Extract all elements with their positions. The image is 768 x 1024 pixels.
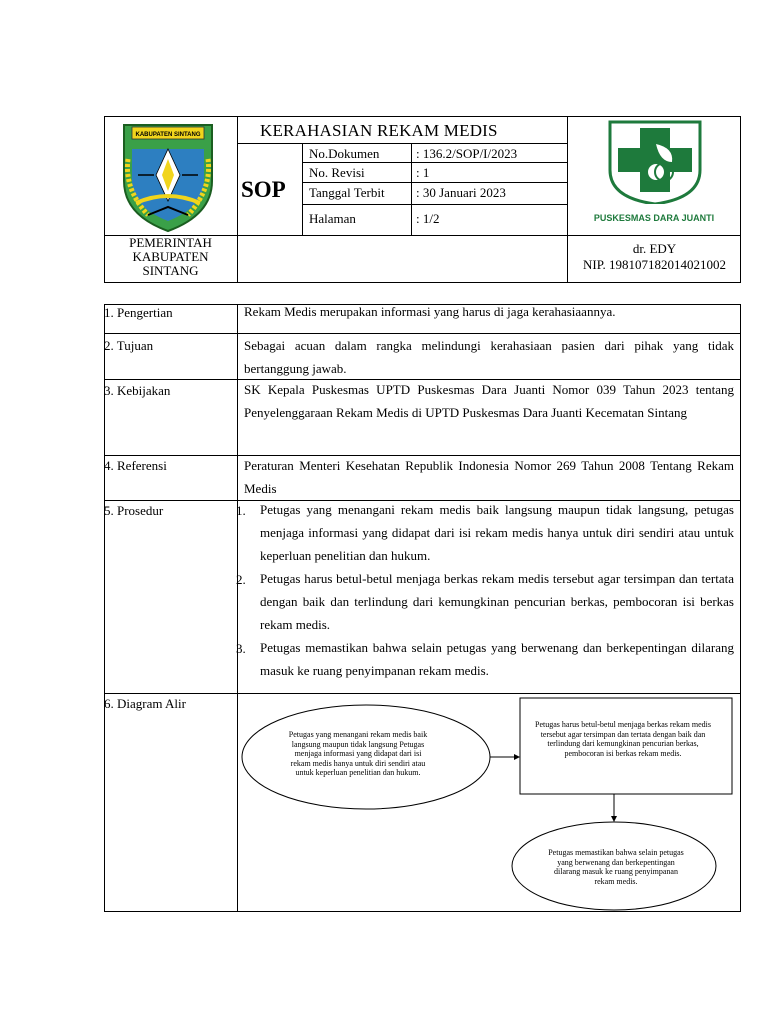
section-label-kebijakan: 3. Kebijakan (104, 383, 171, 398)
meta-value-no-revisi: : 1 (416, 165, 430, 180)
logo-banner-text: KABUPATEN SINTANG (135, 132, 201, 138)
header-divider (237, 116, 238, 283)
flow-arrowhead (611, 816, 617, 822)
signatory (568, 241, 741, 273)
government-line: KABUPATEN (132, 249, 209, 264)
header-divider (237, 143, 567, 144)
header-divider (302, 162, 567, 163)
signatory-name: dr. EDY (632, 241, 677, 256)
meta-value-no-dokumen: : 136.2/SOP/I/2023 (416, 146, 518, 161)
procedure-step-number: 1. (236, 503, 246, 518)
procedure-step-text: Petugas memastikan bahwa selain petugas yang berwenang dan berkepentingan dilarang masuk ke ruang penyimpanan rekam medis. (260, 640, 734, 678)
puskesmas-caption: PUSKESMAS DARA JUANTI (593, 213, 715, 223)
kabupaten-sintang-logo (118, 119, 218, 233)
flow-node-1-text: Petugas yang menangani rekam medis baik langsung maupun tidak langsung Petugas menjaga informasi yang didapat dari isi rekam medis hanya untuk diri sendiri atau untuk keperluan penelitian dan hukum. (288, 730, 428, 777)
procedure-step-number: 2. (236, 572, 246, 587)
procedure-step-number: 3. (236, 641, 246, 656)
flow-arrowhead (514, 754, 520, 760)
section-text-tujuan: Sebagai acuan dalam rangka melindungi kerahasiaan pasien dari pihak yang tidak bertanggung jawab. (244, 338, 734, 376)
header-divider (302, 204, 567, 205)
section-label-diagram: 6. Diagram Alir (104, 696, 186, 711)
government-line: SINTANG (142, 263, 199, 278)
meta-key-halaman: Halaman (309, 211, 356, 226)
procedure-step-text: Petugas harus betul-betul menjaga berkas rekam medis tersebut agar tersimpan dan tertata dengan baik dan terlindung dari kemungkinan pencurian berkas, pembocoran isi berkas rekam medis. (260, 571, 734, 632)
signatory-nip: NIP. 198107182014021002 (582, 257, 726, 272)
government-label (104, 236, 237, 278)
meta-value-tanggal-terbit: : 30 Januari 2023 (416, 185, 506, 200)
flow-node-2-text: Petugas harus betul-betul menjaga berkas rekam medis tersebut agar tersimpan dan tertata dengan baik dan terlindung dari kemungkinan pencurian berkas, pembocoran isi berkas rekam medis. (535, 720, 711, 758)
section-text-kebijakan: SK Kepala Puskesmas UPTD Puskesmas Dara Juanti Nomor 039 Tahun 2023 tentang Penyelenggaraan Rekam Medis di UPTD Puskesmas Dara Juanti Kecematan Sintang (244, 382, 734, 420)
meta-key-no-dokumen: No.Dokumen (309, 146, 380, 161)
meta-key-tanggal-terbit: Tanggal Terbit (309, 185, 385, 200)
section-text-referensi: Peraturan Menteri Kesehatan Republik Indonesia Nomor 269 Tahun 2008 Tentang Rekam Medis (244, 458, 734, 496)
section-text-pengertian: Rekam Medis merupakan informasi yang harus di jaga kerahasiaannya. (244, 304, 616, 319)
section-label-pengertian: 1. Pengertian (104, 305, 173, 320)
puskesmas-logo (596, 118, 714, 204)
section-label-tujuan: 2. Tujuan (104, 338, 154, 353)
section-label-prosedur: 5. Prosedur (104, 503, 164, 518)
flow-node-3-text: Petugas memastikan bahwa selain petugas yang berwenang dan berkepentingan dilarang masuk ke ruang penyimpanan rekam medis. (548, 848, 684, 886)
procedure-step-text: Petugas yang menangani rekam medis baik langsung maupun tidak langsung, petugas menjaga informasi yang didapat dari isi rekam medis hanya untuk diri sendiri atau untuk keperluan penelitian dan hukum. (260, 502, 734, 563)
header-divider (411, 143, 412, 235)
header-divider (302, 143, 303, 235)
section-label-referensi: 4. Referensi (104, 458, 167, 473)
meta-key-no-revisi: No. Revisi (309, 165, 365, 180)
meta-value-halaman: : 1/2 (416, 211, 440, 226)
government-line: PEMERINTAH (129, 235, 212, 250)
document-title: KERAHASIAN REKAM MEDIS (260, 121, 498, 140)
header-divider (302, 182, 567, 183)
sop-label: SOP (241, 177, 286, 202)
